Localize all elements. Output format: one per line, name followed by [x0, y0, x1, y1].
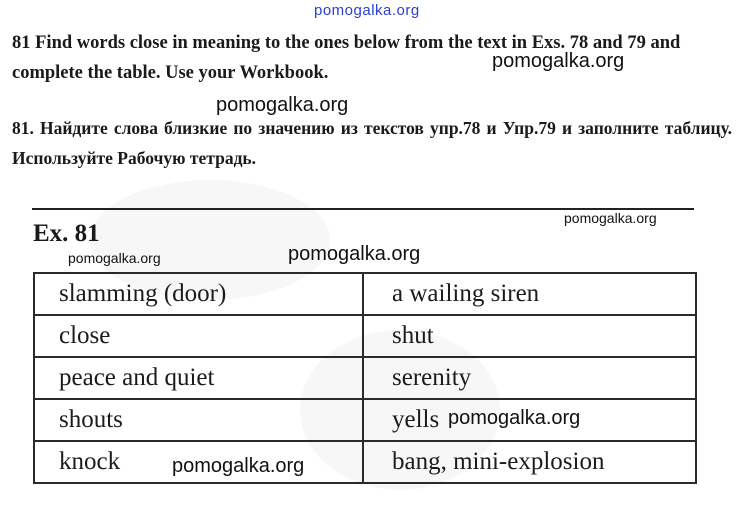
table-row: [34, 441, 696, 483]
watermark: pomogalka.org: [216, 94, 349, 116]
watermark: pomogalka.org: [172, 455, 305, 477]
table-row: [34, 399, 696, 441]
table-cell-left: peace and quiet: [34, 357, 363, 399]
table-row: [34, 357, 696, 399]
table-cell-right: yells: [363, 399, 696, 441]
instruction-russian: 81. Найдите слова близкие по значению из текстов упр.78 и Упр.79 и заполните таблицу. Используйте Рабочую тетрадь.: [12, 118, 732, 168]
watermark: pomogalka.org: [448, 407, 581, 429]
watermark: pomogalka.org: [288, 243, 421, 265]
table-cell-left: knock: [34, 441, 363, 483]
watermark: pomogalka.org: [492, 50, 625, 72]
table-cell-left: shouts: [34, 399, 363, 441]
table-cell-left: close: [34, 315, 363, 357]
watermark-link[interactable]: pomogalka.org: [314, 2, 420, 19]
watermark: pomogalka.org: [564, 210, 657, 226]
table-cell-right: shut: [363, 315, 696, 357]
table-cell-right: a wailing siren: [363, 273, 696, 315]
table-cell-left: slamming (door): [34, 273, 363, 315]
instruction-english: 81 Find words close in meaning to the ones below from the text in Exs. 78 and 79 and complete the table. Use your Workbook.: [12, 33, 681, 83]
table-row: [34, 315, 696, 357]
exercise-title: Ex. 81: [33, 220, 100, 247]
table-row: [34, 273, 696, 315]
watermark: pomogalka.org: [68, 250, 161, 266]
table-cell-right: bang, mini-explosion: [363, 441, 696, 483]
synonym-table: [33, 272, 697, 484]
table-cell-right: serenity: [363, 357, 696, 399]
